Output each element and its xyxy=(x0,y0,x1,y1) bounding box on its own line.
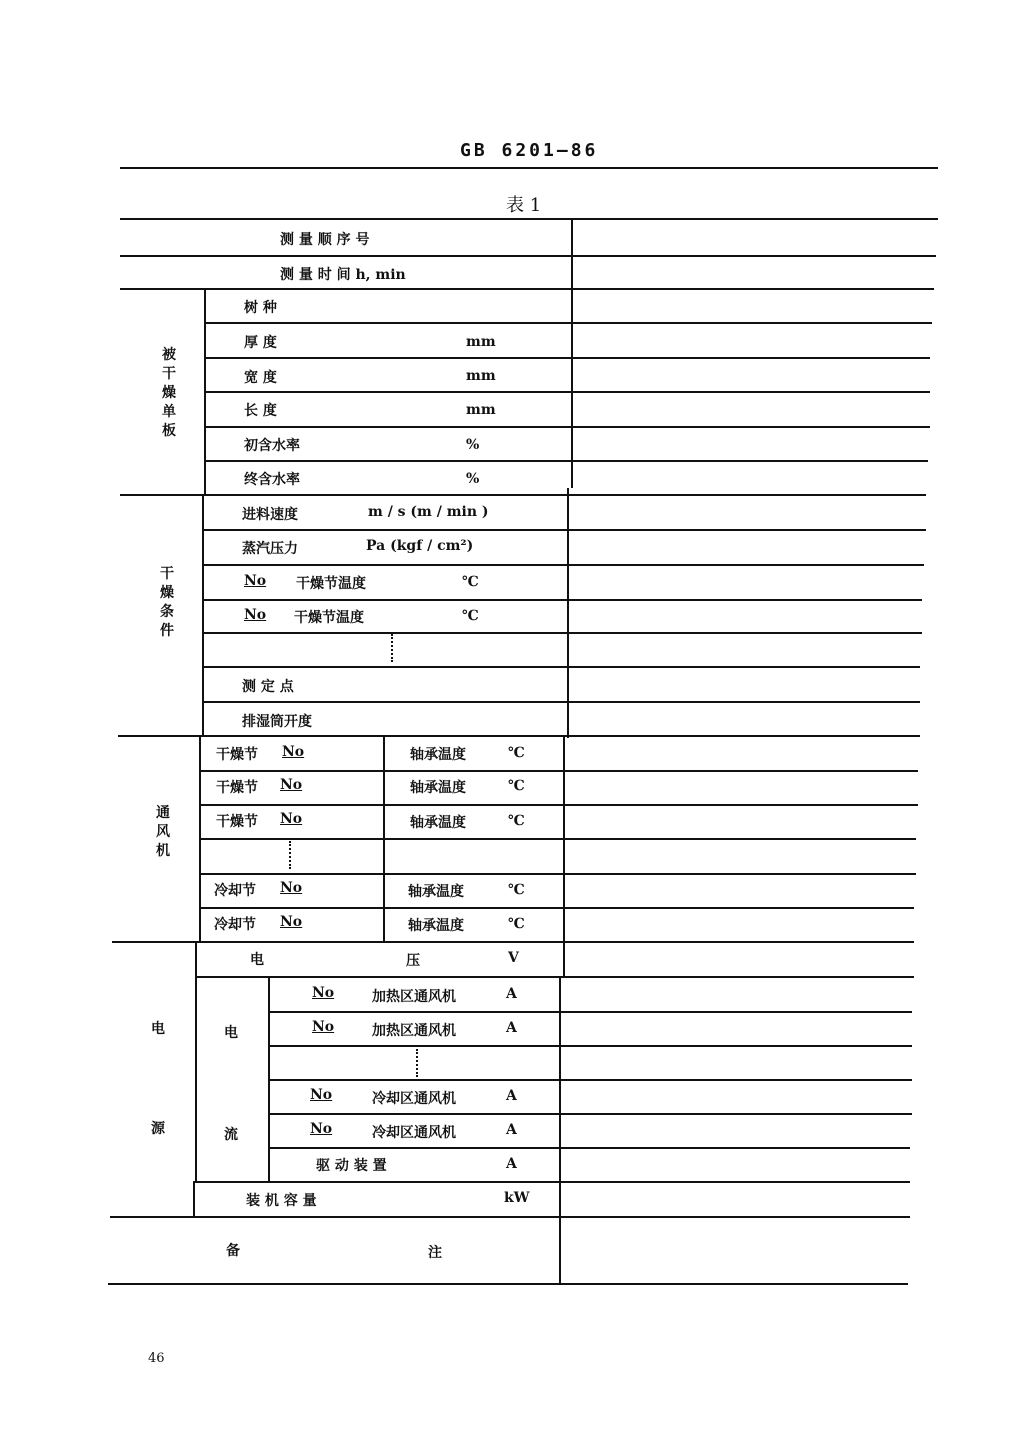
initial-mc-label: 初含水率 xyxy=(244,438,300,454)
section-no-1: No xyxy=(244,573,267,589)
fan-temp-unit-2: ℃ xyxy=(508,778,525,794)
feed-speed-label: 进料速度 xyxy=(242,507,298,523)
power-group-label-top: 电 xyxy=(151,1021,165,1037)
heating-fan-1: 加热区通风机 xyxy=(372,989,456,1005)
header-rule xyxy=(120,167,938,169)
remarks-label-1: 备 xyxy=(226,1243,240,1259)
cooling-no-1: No xyxy=(310,1087,333,1103)
exhaust-label: 排湿筒开度 xyxy=(242,714,312,730)
capacity-unit: kW xyxy=(504,1190,530,1206)
fan-bearing-2: 轴承温度 xyxy=(410,780,466,796)
initial-mc-unit: % xyxy=(466,437,480,453)
section-temp-1: 干燥节温度 xyxy=(296,576,366,592)
voltage-label-2: 压 xyxy=(406,953,420,969)
steam-pressure-unit: Pa (kgf / cm²) xyxy=(366,538,474,554)
heating-amp-2: A xyxy=(506,1020,517,1036)
cooling-amp-2: A xyxy=(506,1122,517,1138)
section-no-2: No xyxy=(244,607,267,623)
final-mc-unit: % xyxy=(466,471,480,487)
fan-bearing-1: 轴承温度 xyxy=(410,747,466,763)
table-caption: 表 1 xyxy=(506,195,542,216)
heating-fan-2: 加热区通风机 xyxy=(372,1023,456,1039)
fan-drying-1: 干燥节 xyxy=(216,747,258,763)
fan-cooling-1: 冷却节 xyxy=(214,883,256,899)
cooling-fan-2: 冷却区通风机 xyxy=(372,1125,456,1141)
fan-drying-2: 干燥节 xyxy=(216,780,258,796)
fan-no-3: No xyxy=(280,811,303,827)
final-mc-label: 终含水率 xyxy=(244,472,300,488)
fan-bearing-5: 轴承温度 xyxy=(408,918,464,934)
section-temp-unit-1: ℃ xyxy=(462,574,479,590)
veneer-group-label: 被干燥单板 xyxy=(162,347,176,439)
fan-drying-3: 干燥节 xyxy=(216,814,258,830)
fan-no-1: No xyxy=(282,744,305,760)
heating-no-2: No xyxy=(312,1019,335,1035)
fan-group-label: 通风机 xyxy=(156,805,170,859)
heating-amp-1: A xyxy=(506,986,517,1002)
section-temp-unit-2: ℃ xyxy=(462,608,479,624)
section-temp-2: 干燥节温度 xyxy=(294,610,364,626)
measure-seq-label: 测 量 顺 序 号 xyxy=(280,232,370,248)
fan-no-5: No xyxy=(280,914,303,930)
feed-speed-unit: m / s (m / min ) xyxy=(368,504,489,520)
ellipsis-marker xyxy=(391,634,395,662)
cooling-no-2: No xyxy=(310,1121,333,1137)
measure-time-label: 测 量 时 间 h, min xyxy=(280,267,406,283)
species-label: 树 种 xyxy=(244,300,277,316)
fan-no-4: No xyxy=(280,880,303,896)
measure-point-label: 测 定 点 xyxy=(242,679,294,695)
fan-temp-unit-5: ℃ xyxy=(508,916,525,932)
ellipsis-marker xyxy=(416,1049,420,1077)
fan-no-2: No xyxy=(280,777,303,793)
voltage-unit: V xyxy=(508,950,519,966)
fan-temp-unit-4: ℃ xyxy=(508,882,525,898)
fan-cooling-2: 冷却节 xyxy=(214,917,256,933)
cooling-amp-1: A xyxy=(506,1088,517,1104)
capacity-label: 装 机 容 量 xyxy=(246,1193,317,1209)
ellipsis-marker xyxy=(289,841,293,869)
thickness-label: 厚 度 xyxy=(244,335,277,351)
drive-amp: A xyxy=(506,1156,517,1172)
page-number: 46 xyxy=(148,1351,165,1366)
conditions-group-label: 干燥条件 xyxy=(160,566,174,639)
voltage-label: 电 xyxy=(250,952,264,968)
standard-number: GB 6201—86 xyxy=(460,140,599,161)
current-label-bottom: 流 xyxy=(224,1127,238,1143)
current-label-top: 电 xyxy=(224,1025,238,1041)
fan-temp-unit-3: ℃ xyxy=(508,813,525,829)
fan-bearing-3: 轴承温度 xyxy=(410,815,466,831)
width-unit: mm xyxy=(466,368,496,384)
thickness-unit: mm xyxy=(466,334,496,350)
fan-bearing-4: 轴承温度 xyxy=(408,884,464,900)
drive-label: 驱 动 装 置 xyxy=(316,1158,387,1174)
fan-temp-unit-1: ℃ xyxy=(508,745,525,761)
width-label: 宽 度 xyxy=(244,370,277,386)
remarks-label-2: 注 xyxy=(428,1245,442,1261)
steam-pressure-label: 蒸汽压力 xyxy=(242,541,298,557)
length-label: 长 度 xyxy=(244,403,277,419)
heating-no-1: No xyxy=(312,985,335,1001)
power-group-label-bottom: 源 xyxy=(151,1121,165,1137)
cooling-fan-1: 冷却区通风机 xyxy=(372,1091,456,1107)
length-unit: mm xyxy=(466,402,496,418)
